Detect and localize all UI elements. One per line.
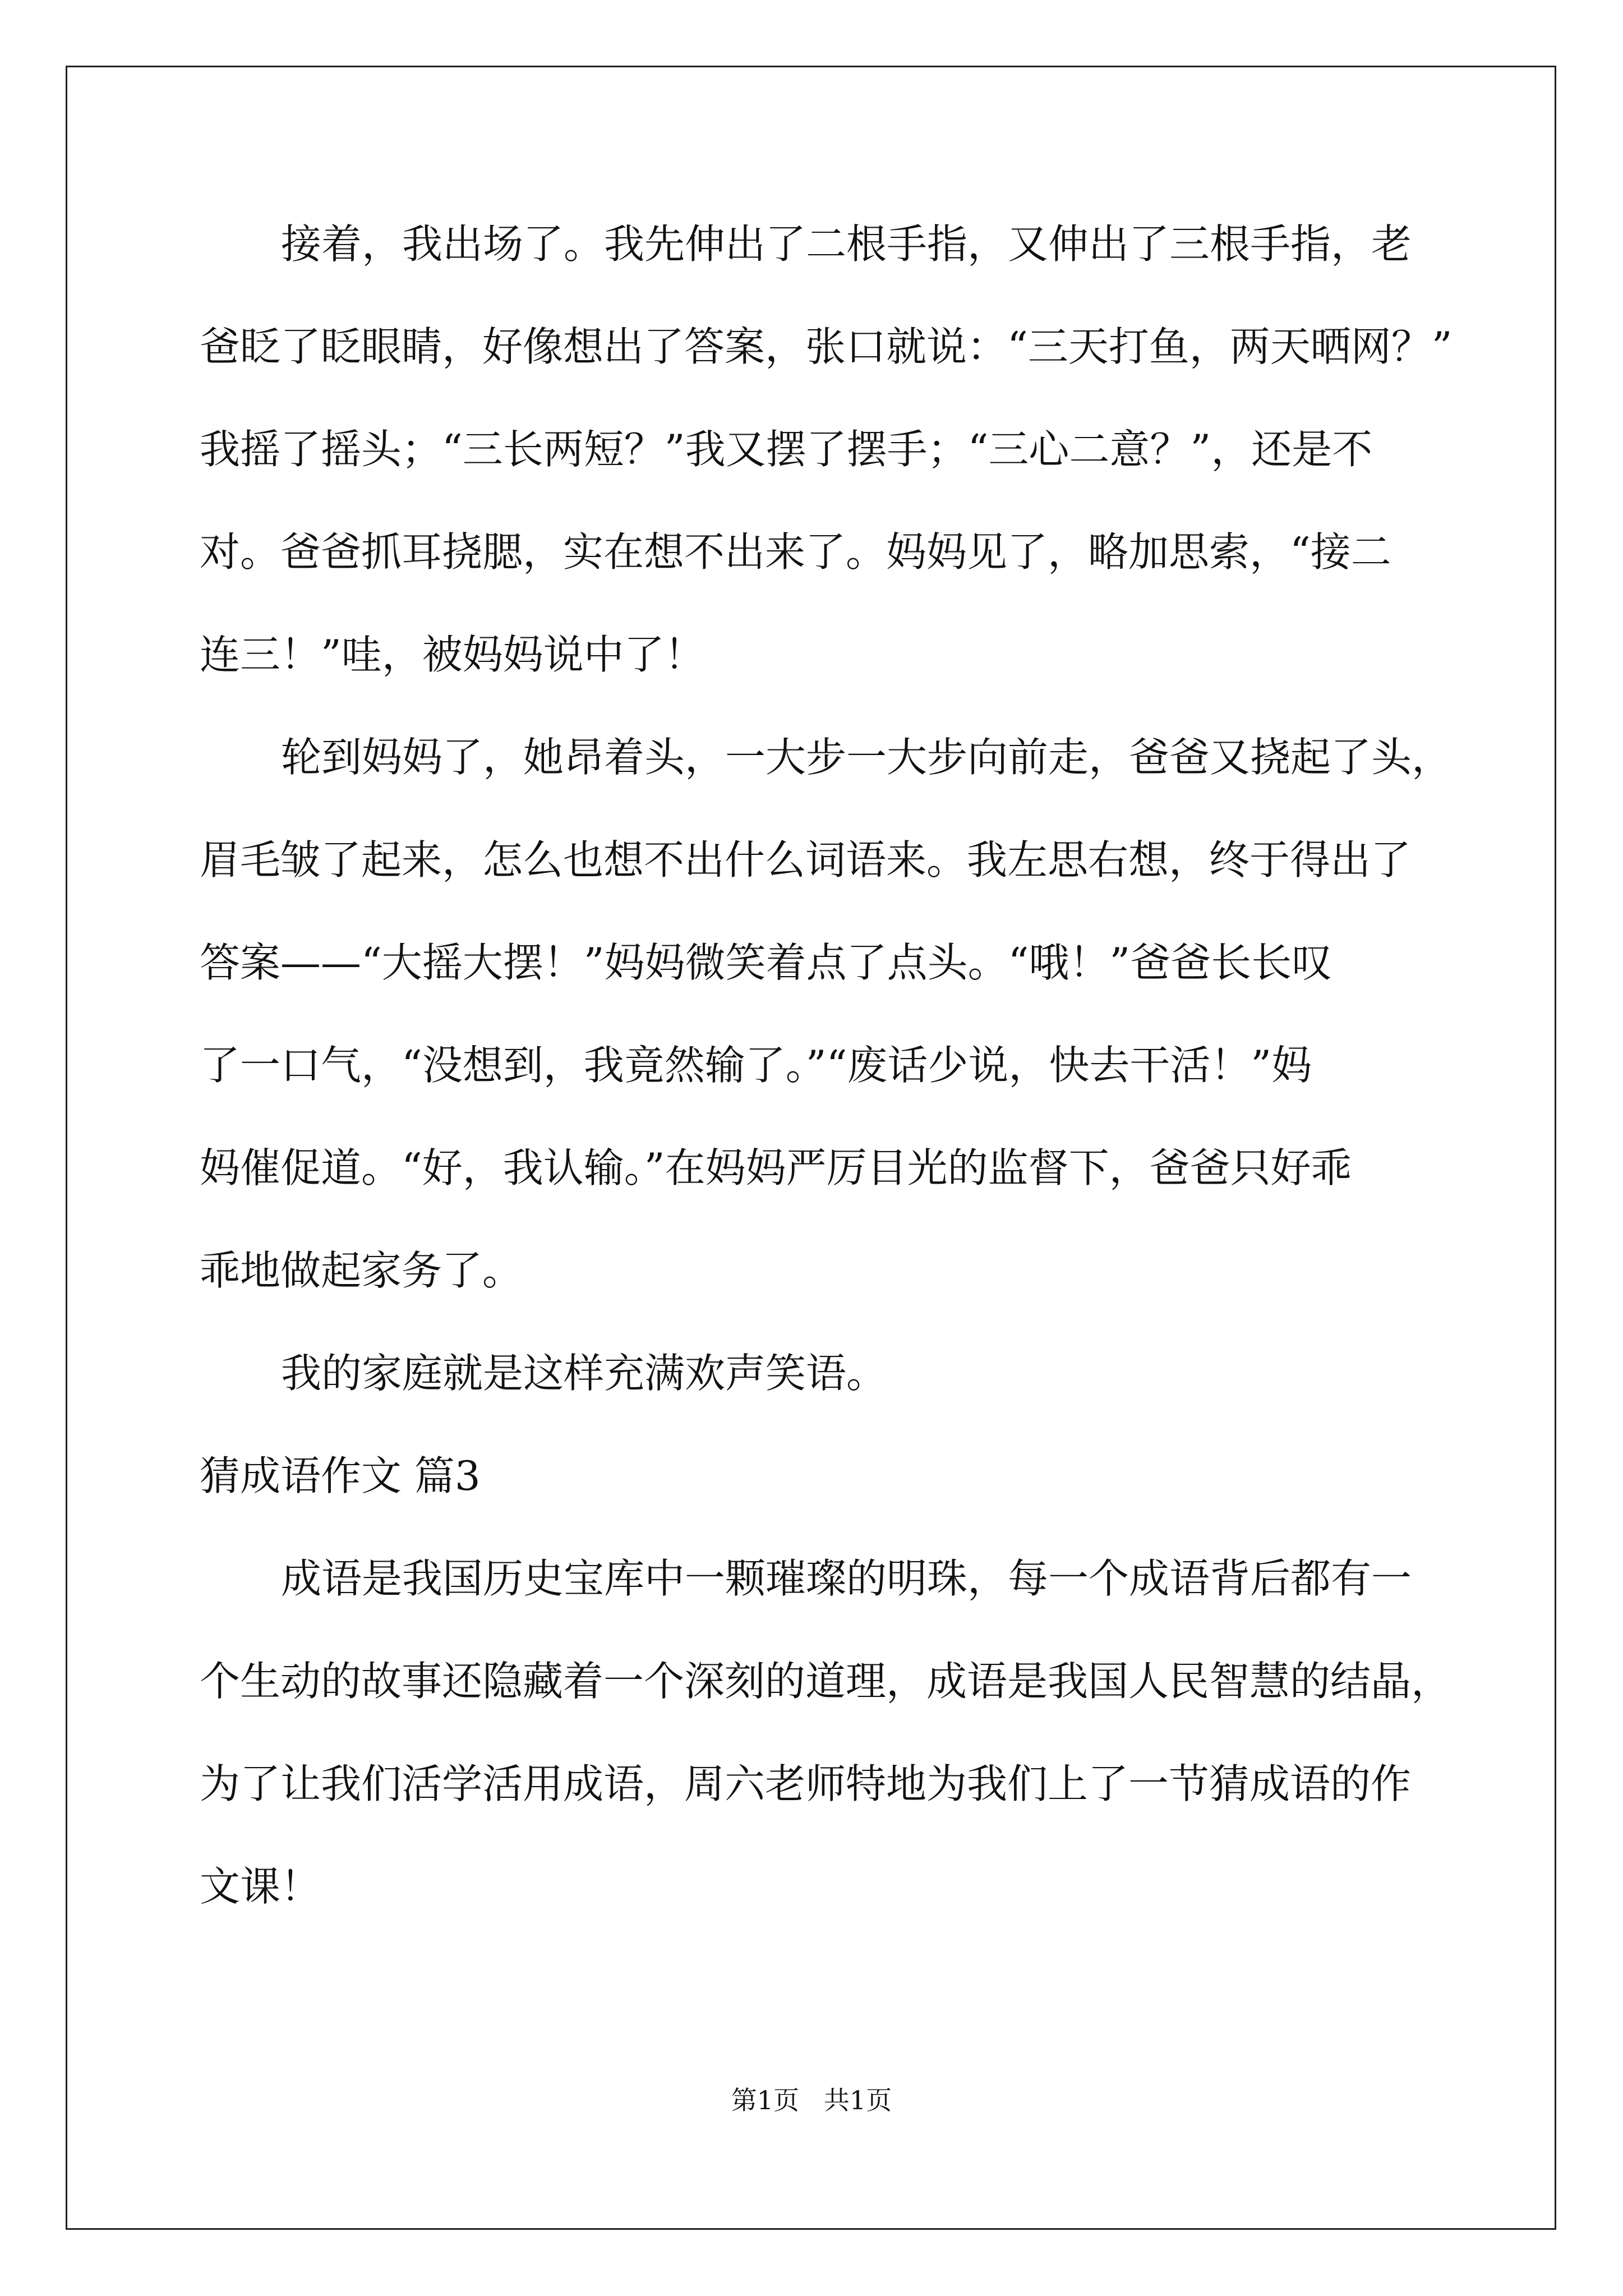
- paragraph-1-line-1: 接着，我出场了。我先伸出了二根手指，又伸出了三根手指，老: [281, 220, 1412, 268]
- paragraph-2-line-2: 眉毛皱了起来，怎么也想不出什么词语来。我左思右想，终于得出了: [200, 836, 1412, 884]
- paragraph-2-line-3: 答案——“大摇大摆！”妈妈微笑着点了点头。“哦！”爸爸长长叹: [200, 939, 1332, 986]
- paragraph-4-line-3: 为了让我们活学活用成语，周六老师特地为我们上了一节猜成语的作: [200, 1760, 1412, 1807]
- page-number-footer: 第1页 共1页: [731, 2085, 892, 2115]
- paragraph-4-line-1: 成语是我国历史宝库中一颗璀璨的明珠，每一个成语背后都有一: [281, 1555, 1412, 1602]
- paragraph-2-line-6: 乖地做起家务了。: [200, 1247, 523, 1294]
- paragraph-4-line-4: 文课！: [200, 1863, 321, 1910]
- paragraph-3-line-1: 我的家庭就是这样充满欢声笑语。: [281, 1350, 887, 1397]
- paragraph-2-line-5: 妈催促道。“好，我认输。”在妈妈严厉目光的监督下，爸爸只好乖: [200, 1144, 1352, 1191]
- paragraph-4-line-2: 个生动的故事还隐藏着一个深刻的道理，成语是我国人民智慧的结晶，: [200, 1658, 1452, 1705]
- section-title: 猜成语作文 篇3: [200, 1452, 481, 1499]
- paragraph-1-line-5: 连三！”哇，被妈妈说中了！: [200, 631, 705, 678]
- paragraph-1-line-4: 对。爸爸抓耳挠腮，实在想不出来了。妈妈见了，略加思索，“接二: [200, 528, 1391, 576]
- paragraph-2-line-1: 轮到妈妈了，她昂着头，一大步一大步向前走，爸爸又挠起了头，: [281, 734, 1453, 781]
- paragraph-2-line-4: 了一口气，“没想到，我竟然输了。”“废话少说，快去干活！”妈: [200, 1042, 1312, 1089]
- paragraph-1-line-2: 爸眨了眨眼睛，好像想出了答案，张口就说：“三天打鱼，两天晒网？”: [200, 323, 1453, 370]
- paragraph-1-line-3: 我摇了摇头；“三长两短？”我又摆了摆手；“三心二意？”，还是不: [200, 426, 1373, 473]
